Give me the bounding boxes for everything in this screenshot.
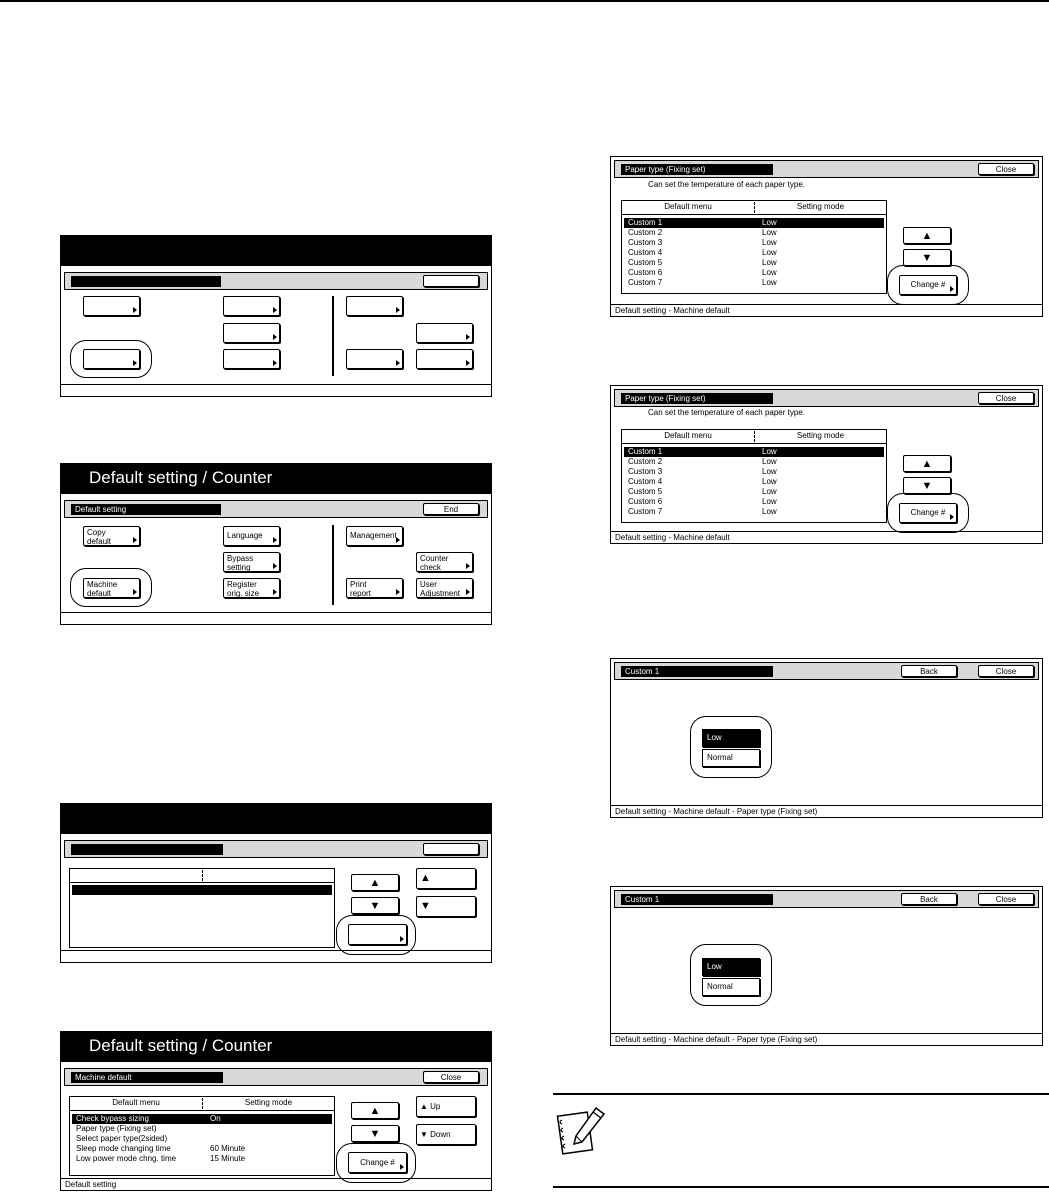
scroll-down-button[interactable] (903, 249, 951, 266)
list-item[interactable]: Custom 7 Low (628, 278, 777, 287)
list-header (70, 869, 334, 883)
panel-title-bar (64, 840, 488, 858)
panel-title-bar (64, 500, 488, 518)
note-bottom-rule (553, 1186, 1049, 1188)
down-arrow-icon: ▼ (420, 900, 431, 912)
list-item[interactable]: Custom 1 Low (624, 218, 884, 228)
list-item[interactable]: Custom 3 Low (628, 467, 777, 476)
highlight-oval (70, 568, 152, 607)
down-arrow-icon: ▼ (921, 252, 933, 264)
highlight-oval (690, 716, 772, 778)
scroll-down-button[interactable] (351, 1125, 399, 1142)
panel-title-bar (64, 1068, 488, 1086)
panel-footer: Default setting - Machine default - Paper type (Fixing set) (611, 1033, 1042, 1045)
list-header (622, 201, 886, 215)
counter-check-button[interactable]: Counter check (416, 552, 473, 572)
panel-footer (61, 612, 491, 624)
language-button[interactable]: Language (223, 526, 280, 546)
list-item[interactable]: Custom 1 Low (624, 447, 884, 457)
panel-footer: Default setting - Machine default (611, 304, 1042, 316)
user-adjustment-button[interactable]: User Adjustment (416, 578, 473, 598)
panel-paper-type-fixing-set (610, 156, 1043, 317)
panel-footer: Default setting - Machine default (611, 531, 1042, 543)
close-button[interactable]: Close (978, 893, 1034, 905)
panel-paper-type-fixing-set (610, 385, 1043, 544)
list-item[interactable]: Paper type (Fixing set) (76, 1124, 157, 1133)
bar-title: Custom 1 (621, 666, 773, 677)
machine-default-button[interactable]: Machine default (83, 578, 140, 598)
highlight-oval (690, 944, 772, 1006)
option-low[interactable]: Low (702, 958, 760, 976)
copy-default-button[interactable] (83, 296, 140, 316)
list-item[interactable]: Custom 4 Low (628, 477, 777, 486)
end-button[interactable] (423, 275, 479, 287)
page-top-rule (0, 0, 1049, 2)
bar-title: Custom 1 (621, 894, 773, 905)
bar-title (71, 844, 223, 855)
close-button[interactable] (423, 843, 479, 855)
down-arrow-icon: ▼ (369, 900, 381, 912)
list-item[interactable]: Check bypass sizing On (72, 1114, 332, 1124)
list-item[interactable]: Custom 4 Low (628, 248, 777, 257)
settings-list (69, 868, 335, 948)
option-normal[interactable]: Normal (702, 978, 760, 996)
panel-header (61, 236, 491, 266)
copy-default-button[interactable]: Copy default (83, 526, 140, 546)
column-default-menu: Default menu (664, 431, 712, 440)
list-item[interactable]: Custom 5 Low (628, 487, 777, 496)
subtitle: Can set the temperature of each paper type. (648, 180, 805, 189)
bar-title: Paper type (Fixing set) (621, 164, 773, 175)
end-button[interactable]: End (423, 503, 479, 515)
column-default-menu: Default menu (664, 202, 712, 211)
panel-title-bar (614, 160, 1039, 178)
counter-check-button[interactable] (416, 323, 473, 343)
highlight-oval (887, 265, 969, 305)
note-top-rule (553, 1093, 1049, 1095)
option-low[interactable]: Low (702, 729, 760, 747)
scroll-up-button[interactable] (351, 874, 399, 891)
list-item[interactable]: Custom 2 Low (628, 457, 777, 466)
column-default-menu: Default menu (112, 1098, 160, 1107)
close-button[interactable]: Close (978, 392, 1034, 404)
list-item[interactable]: Sleep mode changing time 60 Minute (76, 1144, 246, 1153)
column-separator (202, 870, 203, 881)
close-button[interactable]: Close (978, 665, 1034, 677)
highlight-oval (336, 915, 416, 955)
list-item[interactable]: Custom 5 Low (628, 258, 777, 267)
list-item[interactable]: Custom 2 Low (628, 228, 777, 237)
close-button[interactable]: Close (978, 163, 1034, 175)
panel-title-bar (614, 389, 1039, 407)
panel-title-bar (614, 662, 1039, 680)
list-item[interactable]: Custom 3 Low (628, 238, 777, 247)
panel-footer (61, 384, 491, 396)
panel-main-menu-blank (60, 235, 492, 397)
down-button[interactable] (416, 896, 476, 917)
print-report-button[interactable]: Print report (346, 578, 403, 598)
notepad-pencil-icon (552, 1102, 612, 1162)
highlight-oval (887, 493, 969, 533)
divider (332, 296, 334, 376)
list-item[interactable]: Custom 7 Low (628, 507, 777, 516)
panel-default-setting-counter (60, 463, 492, 625)
panel-header (61, 804, 491, 834)
back-button[interactable]: Back (901, 893, 957, 905)
user-adjustment-button[interactable] (416, 349, 473, 369)
list-header (622, 430, 886, 444)
panel-title-bar (614, 890, 1039, 908)
up-arrow-icon: ▲ (921, 458, 933, 470)
register-orig-size-button[interactable] (223, 349, 280, 369)
divider (332, 525, 334, 605)
print-report-button[interactable] (346, 349, 403, 369)
panel-custom-1 (610, 886, 1043, 1046)
down-arrow-icon: ▼ (921, 480, 933, 492)
option-normal[interactable]: Normal (702, 749, 760, 767)
list-item-selected[interactable] (72, 885, 332, 895)
scroll-down-button[interactable] (351, 897, 399, 914)
bypass-setting-button[interactable]: Bypass setting (223, 552, 280, 572)
close-button[interactable]: Close (423, 1071, 479, 1083)
panel-footer: Default setting (61, 1178, 491, 1190)
panel-title-bar (64, 272, 488, 290)
column-setting-mode: Setting mode (244, 1098, 293, 1107)
bar-title: Machine default (71, 1072, 223, 1083)
change-button[interactable]: Change # (899, 503, 957, 523)
highlight-oval (70, 340, 152, 378)
column-setting-mode: Setting mode (796, 431, 845, 440)
list-item[interactable]: Select paper type(2sided) (76, 1134, 168, 1143)
list-item[interactable]: Custom 6 Low (628, 497, 777, 506)
register-orig-size-button[interactable]: Register orig. size (223, 578, 280, 598)
scroll-up-button[interactable] (351, 1102, 399, 1119)
panel-machine-default (60, 1031, 492, 1191)
list-header (70, 1097, 334, 1111)
bar-title: Default setting (71, 504, 221, 515)
settings-list (69, 1096, 335, 1176)
panel-footer: Default setting - Machine default - Paper type (Fixing set) (611, 805, 1042, 817)
list-item[interactable]: Custom 6 Low (628, 268, 777, 277)
up-arrow-icon: ▲ (369, 877, 381, 889)
settings-list (621, 429, 887, 523)
highlight-oval (336, 1143, 416, 1183)
change-button[interactable]: Change # (348, 1152, 407, 1173)
management-button[interactable] (346, 296, 403, 316)
up-arrow-icon: ▲ (420, 872, 431, 884)
settings-list (621, 200, 887, 294)
subtitle: Can set the temperature of each paper type. (648, 408, 805, 417)
panel-header: Default setting / Counter (61, 1032, 491, 1062)
change-button[interactable]: Change # (899, 275, 957, 295)
down-button[interactable]: ▼ Down (416, 1124, 476, 1145)
panel-header: Default setting / Counter (61, 464, 491, 494)
back-button[interactable]: Back (901, 665, 957, 677)
column-setting-mode: Setting mode (796, 202, 845, 211)
up-arrow-icon: ▲ (369, 1105, 381, 1117)
bypass-setting-button[interactable] (223, 323, 280, 343)
management-button[interactable]: Management (346, 526, 403, 546)
up-button[interactable]: ▲ Up (416, 1096, 476, 1117)
panel-footer (61, 950, 491, 962)
up-button[interactable] (416, 868, 476, 889)
scroll-up-button[interactable] (903, 227, 951, 244)
scroll-down-button[interactable] (903, 477, 951, 494)
language-button[interactable] (223, 296, 280, 316)
list-item[interactable]: Low power mode chng. time 15 Minute (76, 1154, 246, 1163)
panel-custom-1 (610, 658, 1043, 818)
down-arrow-icon: ▼ (369, 1128, 381, 1140)
bar-title: Paper type (Fixing set) (621, 393, 773, 404)
up-arrow-icon: ▲ (921, 230, 933, 242)
bar-title (71, 276, 221, 287)
scroll-up-button[interactable] (903, 455, 951, 472)
panel-machine-default-blank (60, 803, 492, 963)
